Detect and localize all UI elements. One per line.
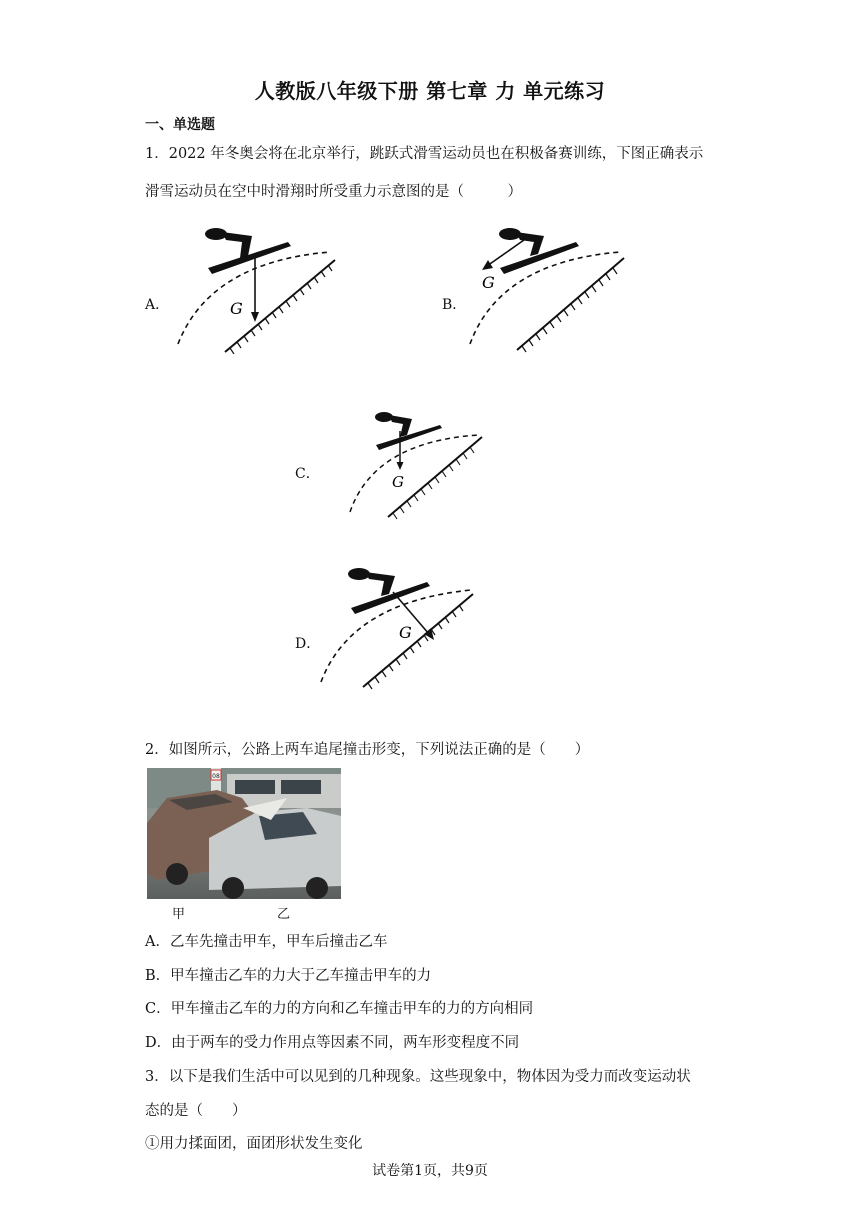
trajectory-curve <box>350 435 478 512</box>
arrow-head <box>251 312 259 322</box>
slope-hatching <box>522 268 617 352</box>
option-c-label: C． <box>295 466 320 482</box>
skier-silhouette <box>375 412 442 450</box>
slope-line <box>363 594 473 687</box>
question-1-line-2: 滑雪运动员在空中时滑翔时所受重力示意图的是（ ） <box>145 184 522 200</box>
question-2-stem: 2．如图所示，公路上两车追尾撞击形变，下列说法正确的是（ ） <box>145 742 590 758</box>
question-3-line-1: 3．以下是我们生活中可以见到的几种现象。这些现象中，物体因为受力而改变运动状 <box>145 1069 691 1085</box>
option-b-label: B． <box>442 297 467 313</box>
q2-option-c: C．甲车撞击乙车的力的方向和乙车撞击甲车的力的方向相同 <box>145 1001 534 1017</box>
caption-car-a: 甲 <box>172 907 186 922</box>
arrow-head <box>482 260 493 270</box>
section-heading: 一、单选题 <box>145 117 215 133</box>
skier-silhouette <box>348 568 430 614</box>
slope-hatching <box>393 447 474 519</box>
force-label-g: G <box>399 623 412 642</box>
q2-option-d: D．由于两车的受力作用点等因素不同，两车形变程度不同 <box>145 1035 520 1051</box>
option-d-figure <box>315 562 480 692</box>
page-footer: 试卷第1页，共9页 <box>372 1163 488 1179</box>
option-c-figure <box>342 407 487 522</box>
question-1-line-1: 1．2022 年冬奥会将在北京举行，跳跃式滑雪运动员也在积极备赛训练，下图正确表示 <box>145 146 704 162</box>
page-title: 人教版八年级下册 第七章 力 单元练习 <box>254 79 606 103</box>
q2-option-b: B．甲车撞击乙车的力大于乙车撞击甲车的力 <box>145 968 432 984</box>
car-collision-photo <box>147 768 341 899</box>
trajectory-curve <box>178 252 330 344</box>
q2-option-a: A．乙车先撞击甲车，甲车后撞击乙车 <box>145 934 388 950</box>
question-3-line-2: 态的是（ ） <box>145 1103 247 1119</box>
arrow-head <box>397 462 404 470</box>
skier-silhouette <box>499 228 579 274</box>
road-sign: 08 <box>212 773 220 780</box>
slope-hatching <box>230 265 332 354</box>
trajectory-curve <box>321 590 471 682</box>
slope-line <box>517 258 624 350</box>
option-a-figure <box>170 222 345 354</box>
skier-silhouette <box>205 228 291 274</box>
force-label-g: G <box>482 273 495 292</box>
option-a-label: A． <box>145 297 170 313</box>
option-d-label: D． <box>295 636 321 652</box>
force-label-g: G <box>392 473 404 491</box>
option-b-figure <box>462 222 632 354</box>
force-label-g: G <box>230 299 243 318</box>
question-3-item-1: ①用力揉面团，面团形状发生变化 <box>145 1136 363 1152</box>
caption-car-b: 乙 <box>277 907 291 922</box>
car-photo-illustration <box>147 768 341 899</box>
